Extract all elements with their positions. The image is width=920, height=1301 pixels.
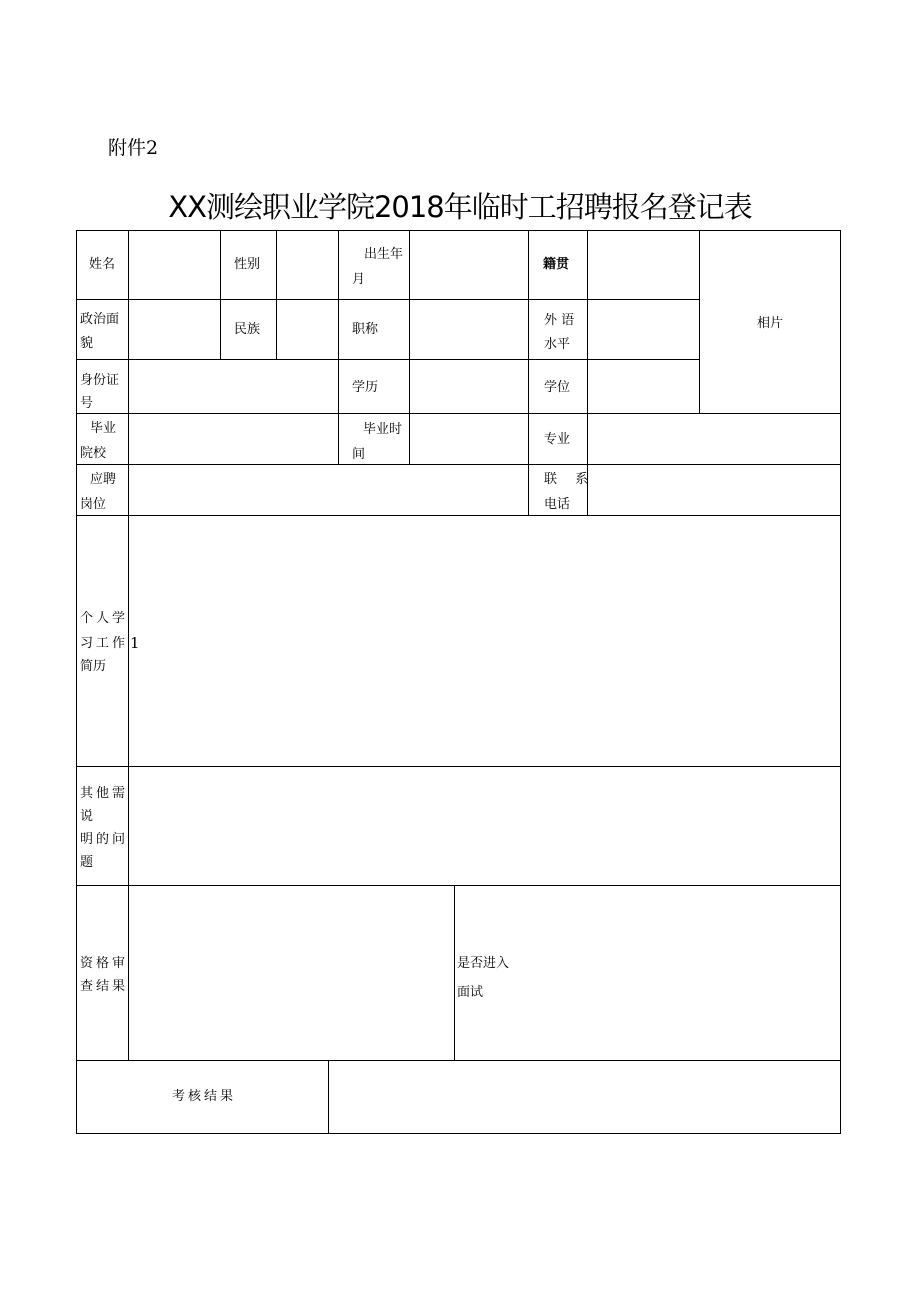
name-label: 姓名 [89,257,116,272]
native-place-label: 籍贯 [543,257,570,272]
foreign-language-label-line2: 水平 [544,337,571,352]
grid-line [328,1060,329,1134]
grid-line [77,885,841,886]
id-number-label-line1: 身份证 [80,373,120,388]
grid-line [77,299,699,300]
id-number-label-line2: 号 [80,396,94,411]
resume-label-line3: 简历 [80,659,107,674]
resume-label-line1: 个人学 [80,611,129,626]
resume-label-line2: 习工作 [80,636,129,651]
graduation-time-label-line1: 毕业时 [363,422,403,437]
other-notes-label-line4: 题 [80,855,94,870]
phone-label-line2: 电话 [544,497,571,512]
resume-value: 1 [130,634,140,652]
qualification-label-line1: 资格审 [80,956,129,971]
grid-line [128,231,129,1060]
qualification-label-line2: 查结果 [80,979,129,994]
foreign-language-label-line1: 外 语 [544,313,575,328]
assessment-label: 考核结果 [172,1089,237,1104]
grid-line [77,1060,841,1061]
other-notes-label-line3: 明的问 [80,832,129,847]
degree-label: 学位 [544,380,571,395]
grid-line [77,515,841,516]
position-label-line2: 岗位 [80,497,107,512]
grid-line [276,231,277,359]
gender-label: 性别 [234,257,261,272]
graduation-time-label-line2: 间 [352,447,366,462]
grid-line [77,464,841,465]
title-rank-label: 职称 [352,322,379,337]
birth-label-line2: 月 [352,272,366,287]
other-notes-label-line2: 说 [80,809,94,824]
position-label-line1: 应聘 [90,472,117,487]
registration-form-table [76,230,841,1134]
grid-line [77,359,699,360]
grid-line [409,231,410,464]
grid-line [699,231,700,413]
grid-line [77,413,841,414]
grid-line [528,231,529,515]
attachment-label: 附件2 [108,137,159,159]
phone-label-line1: 联 系 [544,472,589,487]
ethnicity-label: 民族 [234,322,261,337]
grid-line [338,231,339,464]
birth-label-line1: 出生年 [364,247,404,262]
political-label-line1: 政治面 [80,312,120,327]
interview-label-line2: 面试 [457,985,484,1000]
grid-line [454,885,455,1060]
major-label: 专业 [544,432,571,447]
political-label-line2: 貌 [80,336,94,351]
photo-label: 相片 [757,316,784,331]
grid-line [77,766,841,767]
interview-label-line1: 是否进入 [457,956,510,971]
education-label: 学历 [352,380,379,395]
graduate-school-label-line2: 院校 [80,446,107,461]
other-notes-label-line1: 其他需 [80,786,129,801]
form-title: XX测绘职业学院2018年临时工招聘报名登记表 [168,190,752,224]
graduate-school-label-line1: 毕业 [90,421,117,436]
grid-line [220,231,221,359]
